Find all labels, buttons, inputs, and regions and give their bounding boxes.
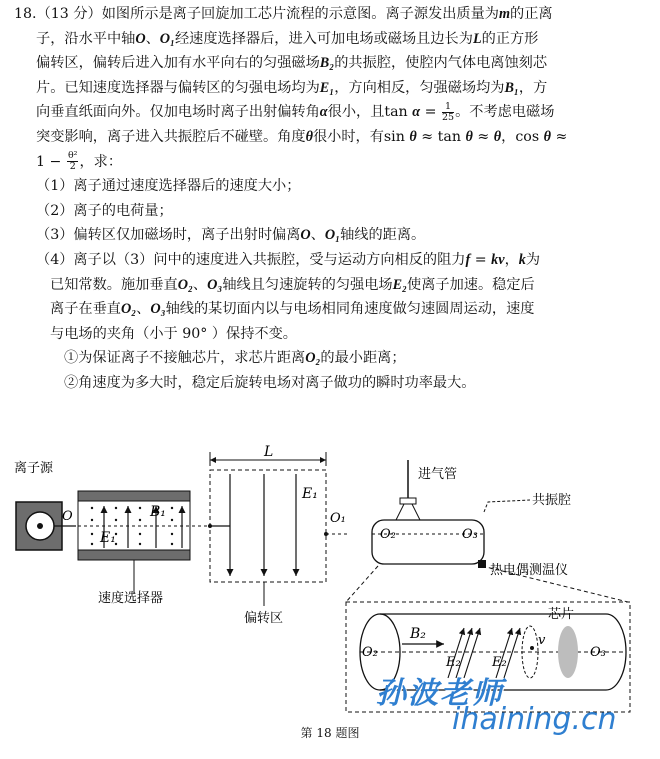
selector-top-plate bbox=[78, 491, 190, 501]
watermark-name: 孙波老师 bbox=[376, 676, 504, 711]
figure-caption: 第 18 题图 bbox=[300, 726, 360, 740]
label-O3: O₃ bbox=[462, 527, 478, 542]
sub-question-4-line-2: 已知常数。施加垂直O₂、O₃轴线且匀速旋转的匀强电场E₂使离子加速。稳定后 bbox=[50, 276, 535, 293]
q-line-6: 突变影响，离子进入共振腔后不碰壁。角度θ很小时，有sin θ ≈ tan θ ≈ θ，cos θ ≈ bbox=[36, 128, 568, 145]
label-O2: O₂ bbox=[380, 527, 396, 542]
thermo-label: 热电偶测温仪 bbox=[490, 563, 569, 578]
label-v: v bbox=[538, 633, 546, 648]
ion-source-dot bbox=[37, 523, 43, 529]
selector-bottom-plate bbox=[78, 550, 190, 560]
label-E1-deflection: E₁ bbox=[302, 486, 318, 502]
inlet-label: 进气管 bbox=[418, 467, 458, 482]
sub-question-4-line-4: 与电场的夹角（小于 90° ）保持不变。 bbox=[50, 325, 297, 342]
label-L: L bbox=[264, 444, 274, 460]
fraction-theta-sq-2: $\frac{\text{θ²}}{2}$ bbox=[67, 150, 78, 173]
inlet-funnel bbox=[396, 504, 420, 520]
label-E2-b: E₂ bbox=[492, 655, 507, 670]
question-text bbox=[14, 2, 648, 396]
deflection-field-arrows bbox=[230, 474, 296, 576]
sub-question-4-ii: ②角速度为多大时，稳定后旋转电场对离子做功的瞬时功率最大。 bbox=[64, 374, 476, 391]
fraction-1-25: $\frac{1}{25}$ bbox=[441, 100, 455, 123]
q-line-3: 偏转区，偏转后进入加有水平向右的匀强磁场B₂的共振腔，使腔内气体电离蚀刻芯 bbox=[36, 55, 548, 72]
label-B2: B₂ bbox=[410, 626, 426, 642]
ion-dot bbox=[530, 646, 534, 650]
q-line-5: 向垂直纸面向外。仅加电场时离子出射偏转角α很小，且tan α = $\frac{1}{25}$ 。不考虑电磁场 bbox=[36, 100, 555, 123]
sub-question-3: （3）偏转区仅加磁场时，离子出射时偏离O、O₁轴线的距离。 bbox=[36, 227, 426, 244]
q-line-1: 18.（13 分）如图所示是离子回旋加工芯片流程的示意图。离子源发出质量为m的正离 bbox=[14, 6, 553, 22]
chip-label: 芯片 bbox=[548, 607, 575, 622]
sub-question-4: （4）离子以（3）问中的速度进入共振腔，受与运动方向相反的阻力f = kv，k为 bbox=[36, 251, 541, 268]
sub-question-4-i: ①为保证离子不接触芯片，求芯片距离O₂的最小距离； bbox=[64, 350, 406, 367]
watermark-url: ihaining.cn bbox=[452, 702, 617, 737]
label-E2-a: E₂ bbox=[446, 655, 461, 670]
label-O: O bbox=[62, 509, 73, 524]
zoom-line-left bbox=[346, 566, 378, 602]
label-E1-selector: E₁ bbox=[100, 530, 116, 546]
inlet-valve bbox=[400, 498, 416, 504]
q-line-7: 1 − $\frac{\text{θ²}}{2}$ ，求： bbox=[36, 150, 123, 173]
chip bbox=[558, 626, 578, 678]
label-O2-zoom: O₂ bbox=[362, 645, 378, 660]
label-O1: O₁ bbox=[330, 511, 346, 526]
q-line-4: 片。已知速度选择器与偏转区的匀强电场均为E₁，方向相反，匀强磁场均为B₁，方 bbox=[36, 79, 548, 96]
q-line-2: 子，沿水平中轴O、O₁经速度选择器后，进入可加电场或磁场且边长为L的正方形 bbox=[36, 30, 539, 47]
sub-question-4-line-3: 离子在垂直O₂、O₃轴线的某切面内以与电场相同角速度做匀速圆周运动，速度 bbox=[50, 301, 535, 318]
label-B1: B₁ bbox=[150, 504, 166, 520]
deflection-zone-label: 偏转区 bbox=[244, 611, 284, 626]
sub-question-1: （1）离子通过速度选择器后的速度大小； bbox=[36, 178, 301, 195]
velocity-selector-label: 速度选择器 bbox=[98, 591, 164, 606]
sub-question-2: （2）离子的电荷量； bbox=[36, 202, 173, 219]
ion-source-label: 离子源 bbox=[14, 461, 54, 476]
label-O3-zoom: O₃ bbox=[590, 645, 606, 660]
cavity-label: 共振腔 bbox=[532, 493, 572, 508]
cavity-leader-line bbox=[484, 500, 530, 512]
